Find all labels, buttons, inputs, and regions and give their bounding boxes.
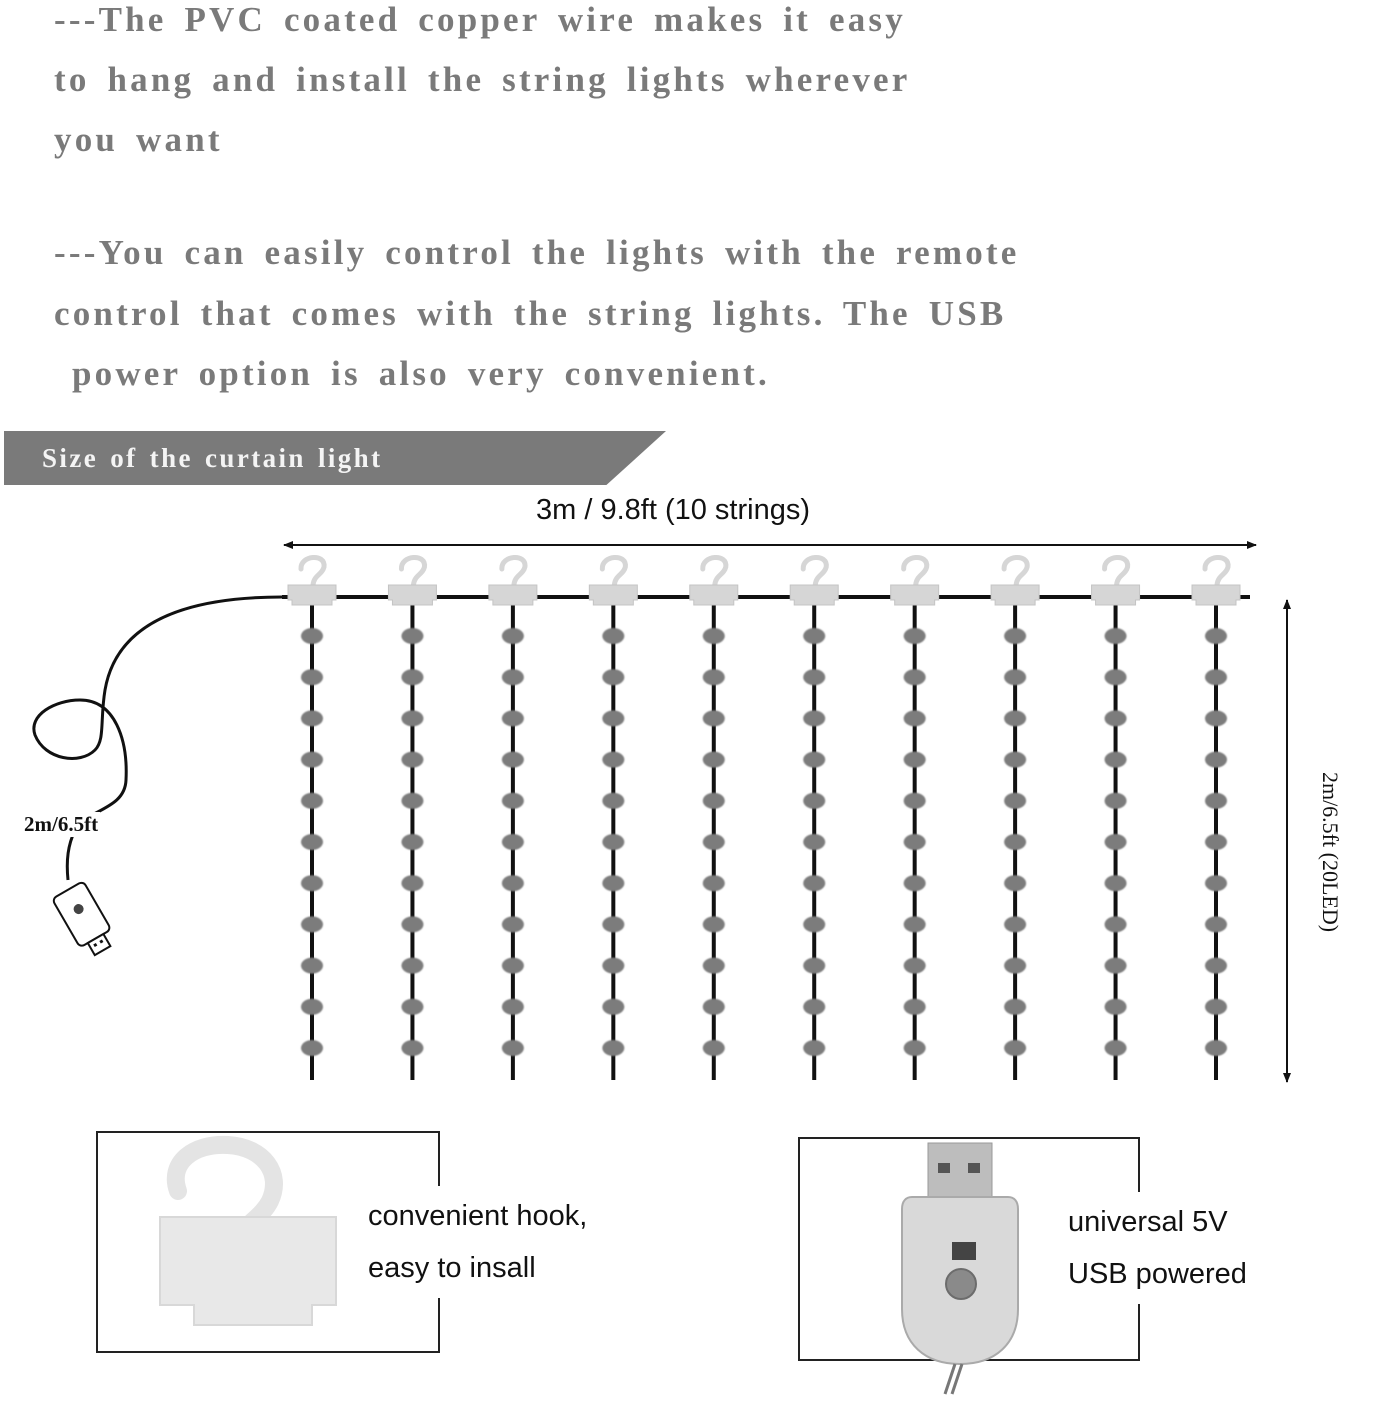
led-bulb <box>1205 916 1227 932</box>
led-bulb <box>703 999 725 1015</box>
led-bulb <box>904 834 926 850</box>
cable-length-label: 2m/6.5ft <box>24 812 99 836</box>
led-bulb <box>1004 1040 1026 1056</box>
light-string <box>790 557 838 1080</box>
led-bulb <box>1105 875 1127 891</box>
description-line: power option is also very convenient. <box>54 354 770 393</box>
led-bulb <box>401 958 423 974</box>
light-string <box>690 557 738 1080</box>
hook-icon <box>991 557 1039 605</box>
led-bulb <box>602 834 624 850</box>
led-bulb <box>301 875 323 891</box>
led-bulb <box>1105 834 1127 850</box>
led-bulb <box>1205 875 1227 891</box>
light-string <box>1192 557 1240 1080</box>
led-bulb <box>1205 958 1227 974</box>
feature-line: convenient hook, <box>368 1200 588 1232</box>
feature-line: USB powered <box>1068 1258 1247 1290</box>
light-string <box>288 557 336 1080</box>
led-bulb <box>1205 628 1227 644</box>
usb-plug-icon <box>52 881 118 960</box>
led-bulb <box>803 752 825 768</box>
led-bulb <box>301 999 323 1015</box>
led-bulb <box>602 999 624 1015</box>
led-bulb <box>502 628 524 644</box>
section-banner-title: Size of the curtain light <box>42 443 383 473</box>
led-bulb <box>502 875 524 891</box>
led-bulb <box>703 875 725 891</box>
led-bulb <box>803 916 825 932</box>
led-bulb <box>904 1040 926 1056</box>
led-bulb <box>1205 999 1227 1015</box>
led-bulb <box>1105 710 1127 726</box>
led-bulb <box>1205 834 1227 850</box>
led-bulb <box>904 710 926 726</box>
led-bulb <box>1004 916 1026 932</box>
led-bulb <box>1105 669 1127 685</box>
led-bulb <box>1105 958 1127 974</box>
led-bulb <box>1105 1040 1127 1056</box>
led-bulb <box>803 875 825 891</box>
hook-icon <box>288 557 336 605</box>
hook-icon <box>489 557 537 605</box>
led-bulb <box>803 999 825 1015</box>
led-bulb <box>1105 999 1127 1015</box>
led-bulb <box>703 958 725 974</box>
led-bulb <box>401 916 423 932</box>
led-bulb <box>502 999 524 1015</box>
led-bulb <box>703 916 725 932</box>
led-bulb <box>602 628 624 644</box>
led-bulb <box>401 710 423 726</box>
led-bulb <box>602 958 624 974</box>
led-bulb <box>1004 834 1026 850</box>
led-bulb <box>904 628 926 644</box>
hook-icon <box>891 557 939 605</box>
led-bulb <box>502 834 524 850</box>
led-bulb <box>602 669 624 685</box>
led-bulb <box>1205 710 1227 726</box>
led-bulb <box>602 1040 624 1056</box>
led-bulb <box>301 1040 323 1056</box>
led-bulb <box>502 710 524 726</box>
led-bulb <box>904 958 926 974</box>
hook-icon <box>1192 557 1240 605</box>
led-bulb <box>401 669 423 685</box>
led-bulb <box>1004 793 1026 809</box>
led-bulb <box>703 669 725 685</box>
led-bulb <box>1004 710 1026 726</box>
light-string <box>991 557 1039 1080</box>
led-bulb <box>803 1040 825 1056</box>
light-string <box>1092 557 1140 1080</box>
hook-feature-text <box>364 1186 593 1298</box>
led-bulb <box>703 1040 725 1056</box>
led-bulb <box>301 752 323 768</box>
led-bulb <box>1105 916 1127 932</box>
led-bulb <box>703 752 725 768</box>
led-bulb <box>803 628 825 644</box>
led-bulb <box>1105 752 1127 768</box>
led-bulb <box>904 669 926 685</box>
led-bulb <box>803 793 825 809</box>
led-bulb <box>904 793 926 809</box>
led-bulb <box>401 875 423 891</box>
led-bulb <box>301 710 323 726</box>
led-bulb <box>401 1040 423 1056</box>
led-bulb <box>602 752 624 768</box>
light-string <box>891 557 939 1080</box>
led-bulb <box>703 628 725 644</box>
led-bulb <box>301 958 323 974</box>
led-bulb <box>1205 793 1227 809</box>
led-bulb <box>703 793 725 809</box>
led-bulb <box>703 710 725 726</box>
usb-feature-text <box>1064 1192 1253 1304</box>
feature-line: easy to insall <box>368 1252 536 1284</box>
led-bulb <box>502 958 524 974</box>
led-bulb <box>401 834 423 850</box>
led-bulb <box>1004 628 1026 644</box>
led-bulb <box>502 669 524 685</box>
led-bulb <box>1205 1040 1227 1056</box>
led-bulb <box>904 999 926 1015</box>
hook-icon <box>388 557 436 605</box>
description-line: control that comes with the string lights. The USB <box>54 294 1007 333</box>
width-label: 3m / 9.8ft (10 strings) <box>536 494 810 526</box>
led-bulb <box>301 669 323 685</box>
led-bulb <box>502 916 524 932</box>
led-bulb <box>401 999 423 1015</box>
description-line: ---You can easily control the lights with the remote <box>54 233 1020 272</box>
description-line: to hang and install the string lights wherever <box>54 60 911 99</box>
height-label: 2m/6.5ft (20LED) <box>1318 771 1343 933</box>
led-bulb <box>301 793 323 809</box>
hook-icon <box>690 557 738 605</box>
led-bulb <box>602 875 624 891</box>
led-bulb <box>401 752 423 768</box>
led-bulb <box>904 916 926 932</box>
feature-line: universal 5V <box>1068 1206 1228 1238</box>
led-bulb <box>1004 999 1026 1015</box>
led-bulb <box>1004 875 1026 891</box>
led-bulb <box>904 752 926 768</box>
led-bulb <box>301 628 323 644</box>
led-bulb <box>502 752 524 768</box>
led-bulb <box>602 916 624 932</box>
power-cable <box>34 597 282 880</box>
led-bulb <box>803 834 825 850</box>
led-bulb <box>401 628 423 644</box>
led-bulb <box>602 793 624 809</box>
led-bulb <box>1004 669 1026 685</box>
led-bulb <box>401 793 423 809</box>
description-line: ---The PVC coated copper wire makes it easy <box>54 0 906 39</box>
description-line: you want <box>54 120 223 159</box>
led-bulb <box>301 834 323 850</box>
led-bulb <box>703 834 725 850</box>
led-bulb <box>602 710 624 726</box>
light-string <box>489 557 537 1080</box>
light-string <box>589 557 637 1080</box>
led-bulb <box>803 710 825 726</box>
hook-icon <box>589 557 637 605</box>
led-bulb <box>803 958 825 974</box>
led-bulb <box>803 669 825 685</box>
led-bulb <box>1004 958 1026 974</box>
led-bulb <box>1004 752 1026 768</box>
led-bulb <box>904 875 926 891</box>
led-bulb <box>1205 752 1227 768</box>
hook-icon <box>790 557 838 605</box>
led-bulb <box>1105 628 1127 644</box>
led-bulb <box>1205 669 1227 685</box>
led-bulb <box>301 916 323 932</box>
hook-icon <box>1092 557 1140 605</box>
light-string <box>388 557 436 1080</box>
led-bulb <box>1105 793 1127 809</box>
led-bulb <box>502 1040 524 1056</box>
led-bulb <box>502 793 524 809</box>
